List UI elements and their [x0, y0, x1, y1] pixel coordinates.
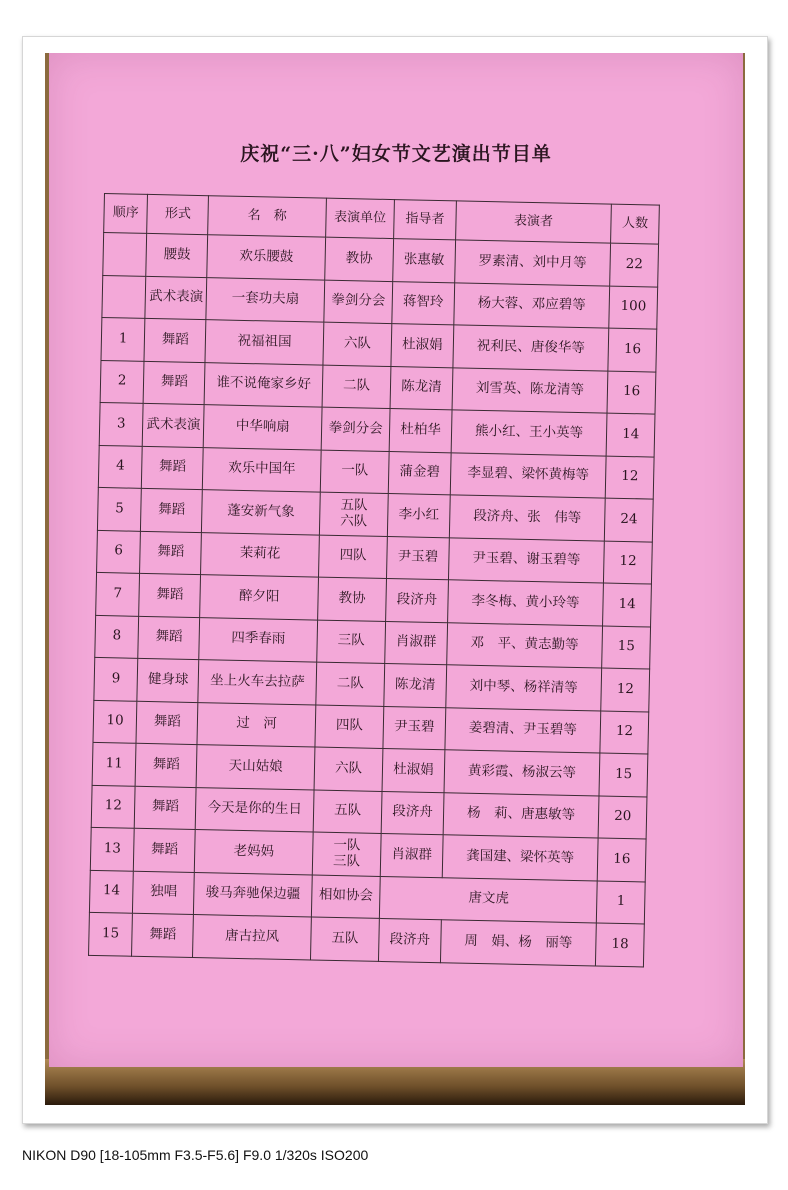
cell-count: 15	[599, 753, 648, 796]
cell-order: 14	[89, 870, 133, 913]
cell-performers: 李显碧、梁怀黄梅等	[450, 452, 607, 498]
cell-unit: 教协	[317, 577, 386, 621]
cell-count: 15	[602, 626, 651, 669]
header-name: 名 称	[208, 196, 326, 237]
cell-name: 天山姑娘	[197, 745, 315, 790]
cell-performers: 李冬梅、黄小玲等	[447, 580, 604, 626]
cell-performers: 杨大蓉、邓应碧等	[453, 282, 610, 328]
cell-form: 武术表演	[142, 403, 204, 447]
cell-form: 舞蹈	[136, 701, 198, 745]
cell-unit: 教协	[325, 237, 394, 281]
cell-name: 欢乐腰鼓	[207, 235, 325, 280]
cell-director: 蒋智玲	[392, 281, 454, 325]
cell-performers: 刘中琴、杨祥清等	[445, 665, 602, 711]
header-form: 形式	[147, 194, 209, 234]
cell-count: 1	[597, 880, 646, 923]
cell-performers: 尹玉碧、谢玉碧等	[448, 537, 605, 583]
cell-count: 14	[606, 413, 655, 456]
cell-form: 舞蹈	[142, 446, 204, 490]
cell-director: 杜淑娟	[391, 324, 453, 368]
photo	[45, 53, 745, 1105]
cell-name: 谁不说俺家乡好	[205, 362, 323, 407]
cell-director: 段济舟	[381, 791, 443, 835]
cell-form: 舞蹈	[141, 488, 203, 532]
cell-form: 舞蹈	[144, 318, 206, 362]
cell-director: 杜柏华	[390, 409, 452, 453]
cell-performers: 姜碧清、尹玉碧等	[444, 707, 601, 753]
cell-unit: 六队	[323, 322, 392, 366]
cell-performers: 唐文虎	[380, 876, 598, 923]
cell-name: 欢乐中国年	[203, 447, 321, 492]
table-body	[89, 233, 659, 967]
cell-form: 舞蹈	[139, 573, 201, 617]
cell-count: 12	[604, 541, 653, 584]
cell-order: 8	[95, 615, 139, 658]
cell-unit: 二队	[316, 662, 385, 706]
header-director: 指导者	[394, 200, 456, 240]
cell-count: 12	[600, 711, 649, 754]
cell-unit: 一队	[320, 450, 389, 494]
cell-performers: 邓 平、黄志勤等	[446, 622, 603, 668]
program-table	[88, 193, 660, 967]
cell-unit: 六队	[314, 747, 383, 791]
cell-name: 中华响扇	[204, 405, 322, 450]
cell-form: 舞蹈	[134, 828, 196, 872]
cell-director: 李小红	[388, 494, 450, 538]
cell-form: 舞蹈	[143, 361, 205, 405]
cell-order: 4	[98, 445, 142, 488]
cell-name: 醉夕阳	[200, 575, 318, 620]
cell-form: 腰鼓	[146, 233, 208, 277]
cell-count: 18	[596, 923, 645, 966]
cell-director: 段济舟	[379, 918, 441, 962]
cell-name: 唐古拉风	[193, 915, 311, 960]
cell-order: 5	[97, 487, 141, 530]
cell-name: 一套功夫扇	[206, 277, 324, 322]
cell-name: 蓬安新气象	[202, 490, 320, 535]
cell-count: 16	[598, 838, 647, 881]
cell-director: 杜淑娟	[382, 748, 444, 792]
cell-order: 11	[92, 742, 136, 785]
cell-director: 段济舟	[386, 579, 448, 623]
camera-exif-caption: NIKON D90 [18-105mm F3.5-F5.6] F9.0 1/320s ISO200	[22, 1147, 369, 1163]
cell-form: 舞蹈	[140, 531, 202, 575]
cell-name: 老妈妈	[195, 830, 313, 875]
cell-performers: 黄彩霞、杨淑云等	[444, 750, 601, 796]
cell-director: 尹玉碧	[383, 706, 445, 750]
cell-count: 22	[610, 243, 659, 286]
cell-count: 12	[606, 456, 655, 499]
cell-name: 骏马奔驰保边疆	[194, 872, 312, 917]
cell-count: 100	[609, 286, 658, 329]
header-order: 顺序	[104, 194, 148, 234]
cell-performers: 熊小红、王小英等	[451, 410, 608, 456]
header-unit: 表演单位	[325, 198, 394, 238]
cell-order: 10	[93, 700, 137, 743]
cell-unit: 相如协会	[311, 875, 380, 919]
cell-order	[103, 233, 147, 276]
cell-form: 舞蹈	[132, 913, 194, 957]
cell-name: 四季春雨	[199, 617, 317, 662]
cell-performers: 祝利民、唐俊华等	[453, 325, 610, 371]
header-count: 人数	[611, 204, 659, 244]
cell-performers: 周 娟、杨 丽等	[440, 920, 597, 966]
cell-director: 尹玉碧	[387, 536, 449, 580]
cell-count: 14	[603, 583, 652, 626]
cell-director: 陈龙清	[390, 366, 452, 410]
cell-name: 今天是你的生日	[196, 787, 314, 832]
cell-unit: 四队	[315, 705, 384, 749]
cell-unit: 拳剑分会	[324, 280, 393, 324]
cell-order: 6	[97, 530, 141, 573]
cell-form: 舞蹈	[134, 786, 196, 830]
cell-form: 舞蹈	[138, 616, 200, 660]
cell-form: 健身球	[137, 658, 199, 702]
cell-unit: 二队	[322, 365, 391, 409]
cell-unit: 三队	[317, 620, 386, 664]
cell-director: 陈龙清	[384, 663, 446, 707]
cell-count: 12	[601, 668, 650, 711]
cell-name: 过 河	[197, 702, 315, 747]
cell-order: 3	[99, 402, 143, 445]
cell-form: 武术表演	[145, 276, 207, 320]
cell-form: 独唱	[133, 871, 195, 915]
cell-order: 13	[90, 827, 134, 870]
cell-director: 张惠敏	[393, 239, 455, 283]
cell-performers: 龚国建、梁怀英等	[442, 835, 599, 881]
cell-unit: 五队 六队	[319, 492, 388, 536]
cell-form: 舞蹈	[135, 743, 197, 787]
cell-unit: 拳剑分会	[321, 407, 390, 451]
pink-program-sheet	[49, 53, 743, 1067]
cell-performers: 段济舟、张 伟等	[449, 495, 606, 541]
cell-name: 祝福祖国	[205, 320, 323, 365]
cell-unit: 四队	[318, 535, 387, 579]
cell-order: 1	[101, 317, 145, 360]
cell-count: 24	[605, 498, 654, 541]
cell-director: 蒲金碧	[389, 451, 451, 495]
cell-unit: 一队 三队	[312, 832, 381, 876]
cell-count: 16	[608, 328, 657, 371]
cell-performers: 罗素清、刘中月等	[454, 240, 611, 286]
cell-unit: 五队	[310, 917, 379, 961]
header-performers: 表演者	[455, 201, 612, 243]
cell-performers: 杨 莉、唐惠敏等	[443, 792, 600, 838]
cell-unit: 五队	[313, 790, 382, 834]
cell-name: 茉莉花	[201, 532, 319, 577]
cell-order: 15	[89, 912, 133, 955]
cell-order: 2	[100, 360, 144, 403]
cell-director: 肖淑群	[385, 621, 447, 665]
cell-count: 20	[598, 796, 647, 839]
cell-order	[102, 275, 146, 318]
photo-frame	[22, 36, 768, 1124]
cell-performers: 刘雪英、陈龙清等	[452, 367, 609, 413]
program-title: 庆祝“三·八”妇女节文艺演出节目单	[240, 143, 552, 165]
cell-order: 12	[91, 785, 135, 828]
cell-count: 16	[607, 371, 656, 414]
cell-order: 9	[94, 657, 138, 700]
cell-name: 坐上火车去拉萨	[198, 660, 316, 705]
cell-director: 肖淑群	[381, 833, 443, 877]
cell-order: 7	[96, 572, 140, 615]
